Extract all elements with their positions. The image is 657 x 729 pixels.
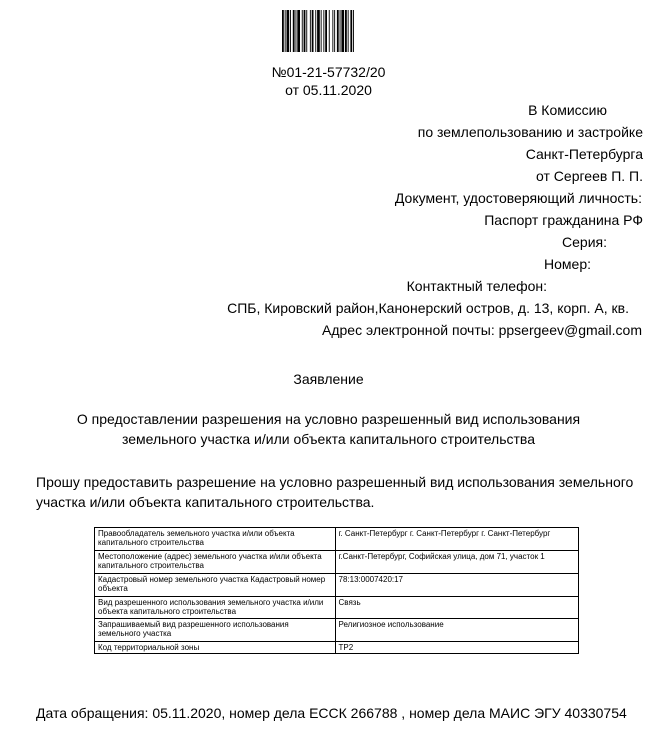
request-line-1: Прошу предоставить разрешение на условно разрешенный вид использования земельного: [36, 474, 634, 490]
identity-document-label: Документ, удостоверяющий личность:: [394, 190, 642, 206]
table-cell-label: Правообладатель земельного участка и/или объекта капитального строительства: [95, 528, 336, 551]
table-cell-value: г. Санкт-Петербург г. Санкт-Петербург г. Санкт-Петербург: [335, 528, 579, 551]
application-footer: Дата обращения: 05.11.2020, номер дела ЕССК 266788 , номер дела МАИС ЭГУ 40330754: [36, 705, 627, 721]
applicant-email: Адрес электронной почты: ppsergeev@gmail.com: [322, 322, 642, 338]
document-number: №01-21-57732/20: [271, 64, 386, 80]
addressee-block: [12, 102, 642, 344]
table-row: [95, 528, 579, 551]
addressee-city: Санкт-Петербурга: [525, 146, 643, 162]
passport-number: Номер:: [544, 256, 591, 272]
table-cell-value: 78:13:0007420:17: [335, 574, 579, 597]
addressee-commission: В Комиссию: [528, 102, 607, 118]
request-line-2: участка и/или объекта капитального строительства.: [36, 494, 375, 510]
table-cell-label: Вид разрешенного использования земельного участка и/или объекта капитального строительства: [95, 597, 336, 619]
land-info-table: [94, 527, 579, 654]
table-cell-label: Код территориальной зоны: [95, 642, 336, 654]
subject-line-2: земельного участка и/или объекта капитального строительства: [122, 431, 535, 447]
table-row: [95, 619, 579, 642]
addressee-commission-scope: по землепользованию и застройке: [417, 124, 643, 140]
identity-document-type: Паспорт гражданина РФ: [484, 212, 643, 228]
table-row: [95, 551, 579, 574]
document-date: от 05.11.2020: [285, 82, 372, 98]
table-cell-label: Кадастровый номер земельного участка Кадастровый номер объекта: [95, 574, 336, 597]
table-cell-label: Местоположение (адрес) земельного участка и/или объекта капитального строительства: [95, 551, 336, 574]
table-cell-value: г.Санкт-Петербург, Софийская улица, дом 71, участок 1: [335, 551, 579, 574]
barcode-icon: [282, 10, 376, 52]
table-row: [95, 574, 579, 597]
applicant-address: СПБ, Кировский район,Канонерский остров, д. 13, корп. А, кв.: [227, 300, 629, 316]
table-row: [95, 597, 579, 619]
applicant-name: от Сергеев П. П.: [536, 168, 643, 184]
table-row: [95, 642, 579, 654]
document-title: Заявление: [293, 371, 364, 387]
request-text: [36, 472, 636, 512]
table-cell-value: Связь: [335, 597, 579, 619]
table-cell-value: Религиозное использование: [335, 619, 579, 642]
passport-series: Серия:: [562, 234, 607, 250]
contact-phone: Контактный телефон:: [406, 278, 547, 294]
table-cell-label: Запрашиваемый вид разрешенного использования земельного участка: [95, 619, 336, 642]
subject-line-1: О предоставлении разрешения на условно разрешенный вид использования: [76, 411, 581, 427]
table-cell-value: ТР2: [335, 642, 579, 654]
document-subject: [40, 409, 617, 449]
